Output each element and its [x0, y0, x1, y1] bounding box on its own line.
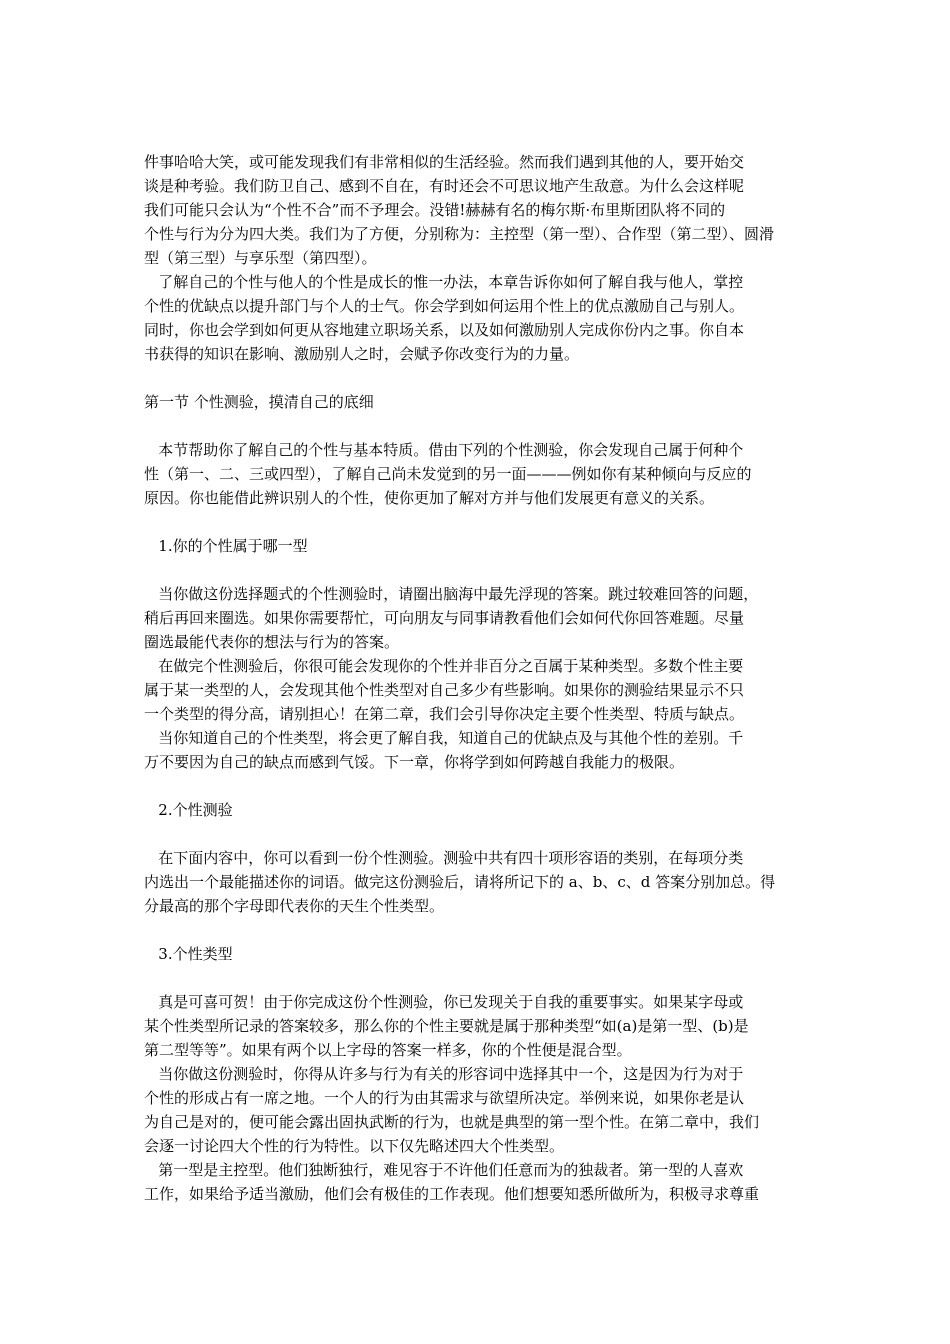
text-line: 我们可能只会认为“个性不合”而不予理会。没错!赫赫有名的梅尔斯·布里斯团队将不同的 — [144, 201, 726, 219]
paragraph — [144, 1158, 808, 1206]
text-line: 工作，如果给予适当激励，他们会有极佳的工作表现。他们想要知悉所做所为，积极寻求尊重 — [144, 1185, 760, 1203]
blank-line — [144, 558, 808, 582]
text-line: 一个类型的得分高，请别担心！在第二章，我们会引导你决定主要个性类型、特质与缺点。 — [144, 705, 745, 723]
paragraph — [144, 438, 808, 510]
blank-line — [144, 966, 808, 990]
text-line: 个性的形成占有一席之地。一个人的行为由其需求与欲望所决定。举例来说，如果你老是认 — [144, 1089, 745, 1107]
text-line: 在做完个性测验后，你很可能会发现你的个性并非百分之百属于某种类型。多数个性主要 — [144, 657, 744, 675]
text-line: 个性与行为分为四大类。我们为了方便，分别称为：主控型（第一型）、合作型（第二型）、圆滑 — [144, 225, 775, 243]
text-line: 当你做这份测验时，你得从许多与行为有关的形容词中选择其中一个，这是因为行为对于 — [144, 1065, 744, 1083]
text-line: 了解自己的个性与他人的个性是成长的惟一办法，本章告诉你如何了解自我与他人，掌控 — [144, 273, 744, 291]
text-line: 件事哈哈大笑，或可能发现我们有非常相似的生活经验。然而我们遇到其他的人，要开始交 — [144, 153, 745, 171]
text-line: 3.个性类型 — [144, 945, 233, 963]
text-line: 属于某一类型的人，会发现其他个性类型对自己多少有些影响。如果你的测验结果显示不只 — [144, 681, 745, 699]
blank-line — [144, 414, 808, 438]
text-line: 内选出一个最能描述你的词语。做完这份测验后，请将所记下的 a、b、c、d 答案分别加总。得 — [144, 873, 776, 891]
text-line: 某个性类型所记录的答案较多，那么你的个性主要就是属于那种类型“如(a)是第一型、(b)是 — [144, 1017, 749, 1035]
paragraph — [144, 582, 808, 654]
text-line: 第一型是主控型。他们独断独行，难见容于不许他们任意而为的独裁者。第一型的人喜欢 — [144, 1161, 744, 1179]
text-line: 第一节 个性测验，摸清自己的底细 — [144, 393, 374, 411]
text-line: 性（第一、二、三或四型），了解自己尚未发觉到的另一面———例如你有某种倾向与反应的 — [144, 465, 752, 483]
text-line: 万不要因为自己的缺点而感到气馁。下一章，你将学到如何跨越自我能力的极限。 — [144, 753, 685, 771]
blank-line — [144, 822, 808, 846]
document-page — [144, 150, 808, 1206]
paragraph — [144, 726, 808, 774]
text-line: 圈选最能代表你的想法与行为的答案。 — [144, 633, 400, 651]
blank-line — [144, 366, 808, 390]
section-heading — [144, 534, 808, 558]
paragraph — [144, 846, 808, 918]
text-line: 在下面内容中，你可以看到一份个性测验。测验中共有四十项形容语的类别，在每项分类 — [144, 849, 744, 867]
text-line: 1.你的个性属于哪一型 — [144, 537, 308, 555]
paragraph — [144, 654, 808, 726]
text-line: 稍后再回来圈选。如果你需要帮忙，可向朋友与同事请教看他们会如何代你回答难题。尽量 — [144, 609, 745, 627]
text-line: 书获得的知识在影响、激励别人之时，会赋予你改变行为的力量。 — [144, 345, 580, 363]
text-line: 分最高的那个字母即代表你的天生个性类型。 — [144, 897, 445, 915]
text-line: 当你知道自己的个性类型，将会更了解自我，知道自己的优缺点及与其他个性的差别。千 — [144, 729, 744, 747]
blank-line — [144, 774, 808, 798]
text-line: 同时，你也会学到如何更从容地建立职场关系，以及如何激励别人完成你份内之事。你自本 — [144, 321, 745, 339]
text-line: 谈是种考验。我们防卫自己、感到不自在，有时还会不可思议地产生敌意。为什么会这样呢 — [144, 177, 745, 195]
text-line: 个性的优缺点以提升部门与个人的士气。你会学到如何运用个性上的优点激励自己与别人。 — [144, 297, 745, 315]
section-heading — [144, 942, 808, 966]
section-heading — [144, 798, 808, 822]
text-line: 原因。你也能借此辨识别人的个性，使你更加了解对方并与他们发展更有意义的关系。 — [144, 489, 715, 507]
blank-line — [144, 510, 808, 534]
text-line: 第二型等等”。如果有两个以上字母的答案一样多，你的个性便是混合型。 — [144, 1041, 632, 1059]
paragraph — [144, 150, 808, 270]
section-heading — [144, 390, 808, 414]
paragraph — [144, 1062, 808, 1158]
paragraph — [144, 990, 808, 1062]
text-line: 会逐一讨论四大个性的行为特性。以下仅先略述四大个性类型。 — [144, 1137, 565, 1155]
text-line: 为自己是对的，便可能会露出固执武断的行为，也就是典型的第一型个性。在第二章中，我们 — [144, 1113, 760, 1131]
blank-line — [144, 918, 808, 942]
text-line: 型（第三型）与享乐型（第四型）。 — [144, 249, 377, 267]
text-line: 真是可喜可贺！由于你完成这份个性测验，你已发现关于自我的重要事实。如果某字母或 — [144, 993, 744, 1011]
paragraph — [144, 270, 808, 366]
text-line: 当你做这份选择题式的个性测验时，请圈出脑海中最先浮现的答案。跳过较难回答的问题， — [144, 585, 759, 603]
text-line: 本节帮助你了解自己的个性与基本特质。借由下列的个性测验，你会发现自己属于何种个 — [144, 441, 744, 459]
text-line: 2.个性测验 — [144, 801, 233, 819]
